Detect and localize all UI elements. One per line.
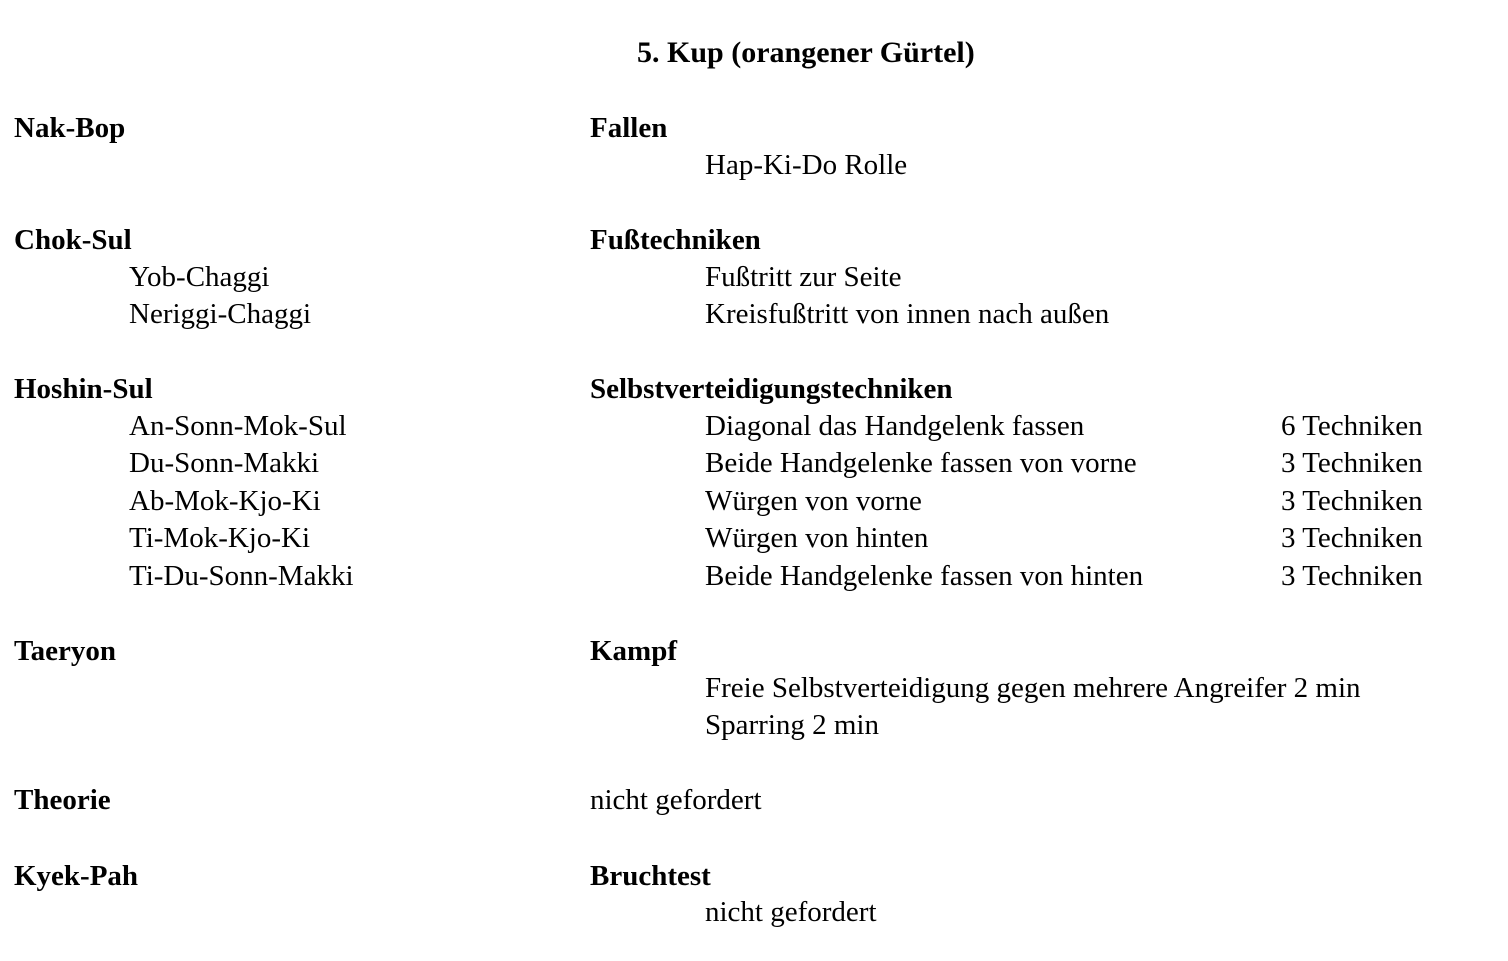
section-heading-taeryon: Taeryon bbox=[14, 635, 117, 667]
list-item: Hap-Ki-Do Rolle bbox=[705, 149, 908, 181]
page-title: 5. Kup (orangener Gürtel) bbox=[637, 36, 975, 69]
technique-count: 3 Techniken bbox=[1281, 485, 1423, 517]
list-item: An-Sonn-Mok-Sul bbox=[129, 410, 347, 442]
section-heading-bruchtest: Bruchtest bbox=[590, 860, 711, 892]
section-heading-chok-sul: Chok-Sul bbox=[14, 224, 132, 256]
technique-count: 3 Techniken bbox=[1281, 447, 1423, 479]
list-item: Neriggi-Chaggi bbox=[129, 298, 312, 330]
list-item: nicht gefordert bbox=[705, 896, 877, 928]
list-item: Würgen von vorne bbox=[705, 485, 922, 517]
list-item: Sparring 2 min bbox=[705, 709, 879, 741]
theorie-value: nicht gefordert bbox=[590, 784, 762, 816]
list-item: Du-Sonn-Makki bbox=[129, 447, 320, 479]
list-item: Beide Handgelenke fassen von vorne bbox=[705, 447, 1137, 479]
section-heading-kampf: Kampf bbox=[590, 635, 677, 667]
list-item: Freie Selbstverteidigung gegen mehrere Angreifer 2 min bbox=[705, 672, 1361, 704]
list-item: Diagonal das Handgelenk fassen bbox=[705, 410, 1085, 442]
section-heading-nak-bop: Nak-Bop bbox=[14, 112, 126, 144]
section-heading-theorie: Theorie bbox=[14, 784, 111, 816]
section-heading-kyek-pah: Kyek-Pah bbox=[14, 860, 139, 892]
list-item: Beide Handgelenke fassen von hinten bbox=[705, 560, 1144, 592]
section-heading-fallen: Fallen bbox=[590, 112, 668, 144]
section-heading-selbstverteidigungstechniken: Selbstverteidigungstechniken bbox=[590, 373, 953, 405]
list-item: Würgen von hinten bbox=[705, 522, 929, 554]
technique-count: 3 Techniken bbox=[1281, 560, 1423, 592]
technique-count: 6 Techniken bbox=[1281, 410, 1423, 442]
list-item: Kreisfußtritt von innen nach außen bbox=[705, 298, 1110, 330]
section-heading-fusstechniken: Fußtechniken bbox=[590, 224, 761, 256]
list-item: Yob-Chaggi bbox=[129, 261, 270, 293]
list-item: Fußtritt zur Seite bbox=[705, 261, 902, 293]
list-item: Ti-Du-Sonn-Makki bbox=[129, 560, 354, 592]
technique-count: 3 Techniken bbox=[1281, 522, 1423, 554]
list-item: Ab-Mok-Kjo-Ki bbox=[129, 485, 321, 517]
section-heading-hoshin-sul: Hoshin-Sul bbox=[14, 373, 153, 405]
list-item: Ti-Mok-Kjo-Ki bbox=[129, 522, 311, 554]
